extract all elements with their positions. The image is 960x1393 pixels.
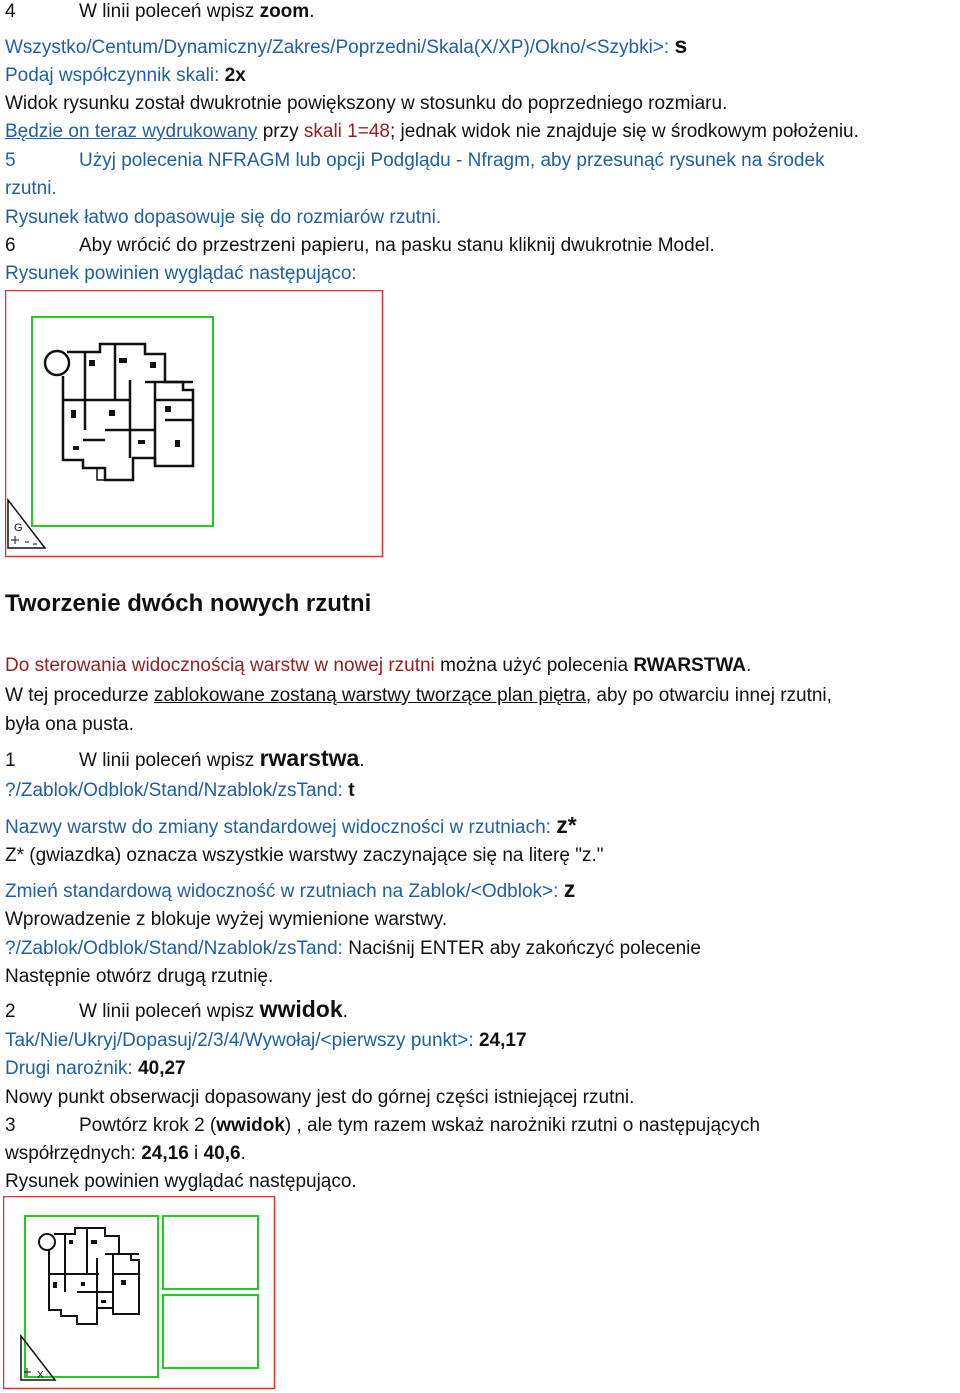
body-text: Do sterowania widocznością warstw w nowej rzutni można użyć polecenia RWARSTWA. — [5, 655, 752, 676]
step-1-line: 1 W linii poleceń wpisz rwarstwa. — [5, 745, 365, 771]
figure-drawing-three-viewports — [3, 1196, 278, 1391]
command-name: rwarstwa — [259, 745, 360, 771]
prompt-value: 40,27 — [138, 1058, 186, 1079]
first-point-prompt-line: Tak/Nie/Ukryj/Dopasuj/2/3/4/Wywołaj/<pierwszy punkt>: 24,17 — [5, 1030, 527, 1051]
layer-names-prompt-line: Nazwy warstw do zmiany standardowej widoczności w rzutniach: z* — [5, 812, 577, 838]
body-text: Widok rysunku został dwukrotnie powiększony w stosunku do poprzedniego rozmiaru. — [5, 93, 728, 114]
ucs-icon — [21, 1336, 55, 1381]
step-4-line: 4 W linii poleceń wpisz zoom. — [5, 1, 315, 22]
body-text: Nowy punkt obserwacji dopasowany jest do górnej części istniejącej rzutni. — [5, 1087, 635, 1108]
step-number: 3 — [5, 1115, 16, 1136]
viewport-frame — [32, 317, 213, 526]
visibility-prompt-line: Zmień standardową widoczność w rzutniach na Zablok/<Odblok>: z — [5, 876, 576, 902]
ucs-label: X — [37, 1370, 44, 1381]
ucs-icon — [8, 500, 45, 548]
prompt-value: 2x — [224, 65, 246, 86]
step-number: 2 — [5, 1001, 16, 1022]
second-corner-prompt-line: Drugi narożnik: 40,27 — [5, 1058, 186, 1079]
step-2-line: 2 W linii poleceń wpisz wwidok. — [5, 996, 348, 1022]
command-name: RWARSTWA — [633, 655, 746, 676]
step-number: 5 — [5, 150, 16, 171]
command-name: zoom — [259, 1, 310, 22]
body-text: współrzędnych: 24,16 i 40,6. — [5, 1143, 246, 1164]
layer-prompt-line: ?/Zablok/Odblok/Stand/Nzablok/zsTand: Naciśnij ENTER aby zakończyć polecenie — [5, 938, 701, 959]
command-name: wwidok — [216, 1115, 285, 1136]
step-3-line: 3 Powtórz krok 2 (wwidok) , ale tym razem wskaż narożniki rzutni o następujących — [5, 1115, 761, 1136]
zoom-prompt-line: Wszystko/Centum/Dynamiczny/Zakres/Poprzedni/Skala(X/XP)/Okno/<Szybki>: s — [5, 32, 688, 58]
body-text: Rysunek powinien wyglądać następująco. — [5, 1171, 357, 1192]
prompt-value: Naciśnij ENTER aby zakończyć polecenie — [348, 938, 701, 959]
body-text: Z* (gwiazdka) oznacza wszystkie warstwy zaczynające się na literę "z." — [5, 845, 604, 866]
body-text: Będzie on teraz wydrukowany przy skali 1=48; jednak widok nie znajduje się w środkowym położeniu. — [5, 121, 859, 142]
section-heading: Tworzenie dwóch nowych rzutni — [5, 590, 372, 617]
body-text: była ona pusta. — [5, 714, 134, 735]
prompt-value: s — [674, 32, 688, 58]
viewport-frame-upper — [163, 1216, 258, 1289]
step-number: 6 — [5, 235, 16, 256]
body-text: Rysunek łatwo dopasowuje się do rozmiarów rzutni. — [5, 207, 442, 228]
scale-prompt-line: Podaj współczynnik skali: 2x — [5, 65, 246, 86]
step-6-line: 6 Aby wrócić do przestrzeni papieru, na pasku stanu kliknij dwukrotnie Model. — [5, 235, 715, 256]
viewport-frame-lower — [163, 1295, 258, 1368]
body-text: Rysunek powinien wyglądać następująco: — [5, 263, 357, 284]
figure-drawing-single-viewport — [5, 290, 385, 560]
body-text: W tej procedurze zablokowane zostaną warstwy tworzące plan piętra, aby po otwarciu innej rzutni, — [5, 685, 832, 706]
step-number: 4 — [5, 1, 16, 22]
step-5-line: 5 Użyj polecenia NFRAGM lub opcji Podglądu - Nfragm, aby przesunąć rysunek na środek — [5, 150, 825, 171]
body-text: rzutni. — [5, 178, 57, 199]
ucs-label: G — [14, 522, 23, 534]
floor-plan — [39, 1228, 139, 1324]
prompt-value: z — [563, 876, 576, 902]
prompt-value: z* — [556, 812, 577, 838]
prompt-value: t — [348, 780, 355, 801]
step-number: 1 — [5, 750, 16, 771]
prompt-value: 24,17 — [478, 1030, 527, 1051]
layer-prompt-line: ?/Zablok/Odblok/Stand/Nzablok/zsTand: t — [5, 780, 355, 801]
command-name: wwidok — [259, 996, 343, 1022]
floor-plan-details — [53, 1240, 126, 1303]
floor-plan-details — [71, 358, 180, 450]
body-text: Wprowadzenie z blokuje wyżej wymienione warstwy. — [5, 909, 448, 930]
body-text: Następnie otwórz drugą rzutnię. — [5, 966, 274, 987]
